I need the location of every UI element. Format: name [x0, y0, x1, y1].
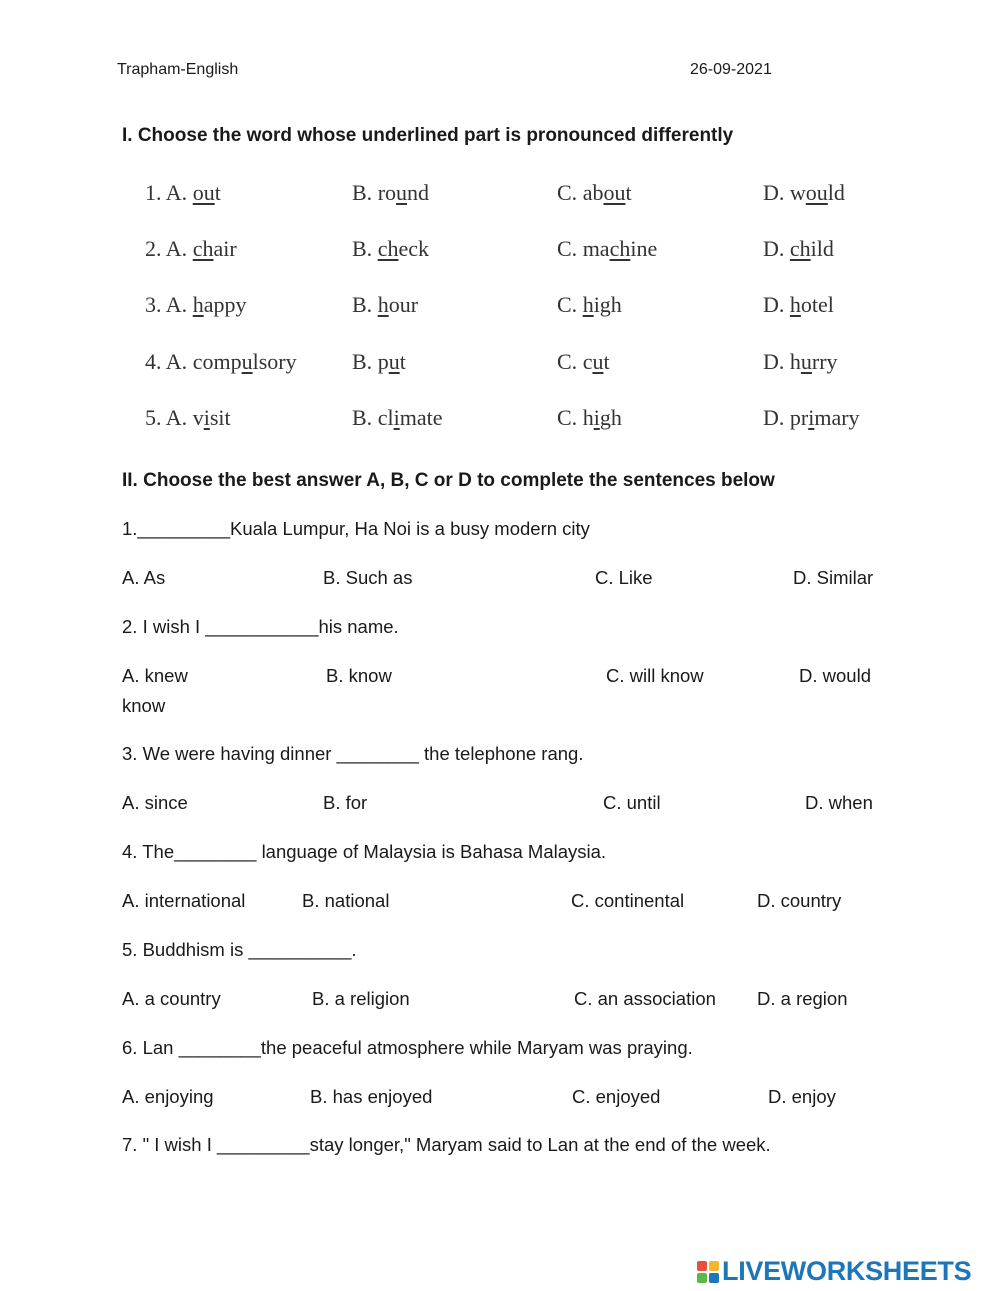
answer-option: D. when	[805, 792, 873, 813]
answer-option: B. Such as	[323, 567, 413, 588]
question-text: 5. Buddhism is __________.	[122, 939, 357, 960]
word-part: B.	[352, 349, 378, 374]
logo-text: LIVEWORKSHEETS	[722, 1256, 972, 1286]
word-part: h	[789, 349, 801, 374]
word-part: D.	[763, 349, 790, 374]
underlined-part: h	[377, 292, 389, 317]
answer-option: C. will know	[606, 665, 704, 686]
word-part: ine	[630, 236, 658, 261]
word-part: cl	[377, 405, 394, 430]
pronunciation-option	[145, 236, 237, 262]
word-part: C.	[557, 349, 583, 374]
underlined-part: u	[800, 349, 812, 374]
word-part: h	[582, 405, 594, 430]
pronunciation-option	[557, 292, 622, 318]
underlined-part: ou	[805, 180, 828, 205]
underlined-part: i	[593, 405, 600, 430]
word-part: c	[582, 349, 593, 374]
underlined-part: h	[789, 292, 801, 317]
answer-option: B. has enjoyed	[310, 1086, 433, 1107]
underlined-part: h	[582, 292, 594, 317]
word-part: C.	[557, 405, 583, 430]
word-part: otel	[800, 292, 834, 317]
answer-option: A. As	[122, 567, 166, 588]
answer-option: D. country	[757, 890, 842, 911]
word-part: mary	[814, 405, 860, 430]
pronunciation-option	[352, 349, 406, 375]
underlined-part: h	[192, 292, 204, 317]
pronunciation-option	[557, 405, 622, 431]
word-part: D.	[763, 236, 790, 261]
word-part: p	[377, 349, 389, 374]
word-part: ro	[377, 180, 397, 205]
answer-option: A. a country	[122, 988, 221, 1009]
underlined-part: ou	[192, 180, 215, 205]
pronunciation-option	[557, 236, 657, 262]
answer-option: A. since	[122, 792, 188, 813]
underlined-part: ou	[603, 180, 626, 205]
liveworksheets-logo-icon	[697, 1261, 719, 1283]
underlined-part: i	[393, 405, 400, 430]
answer-option: D. Similar	[793, 567, 874, 588]
question-text: 3. We were having dinner ________ the telephone rang.	[122, 743, 584, 764]
word-part: ld	[827, 180, 845, 205]
pronunciation-option	[145, 292, 246, 318]
question-text: 4. The________ language of Malaysia is Bahasa Malaysia.	[122, 841, 607, 862]
word-part: gh	[599, 405, 622, 430]
word-part: D.	[763, 292, 790, 317]
answer-option: B. know	[326, 665, 392, 686]
word-part: C.	[557, 236, 583, 261]
pronunciation-option	[145, 180, 221, 206]
word-part: D.	[763, 180, 790, 205]
answer-option-continuation: know	[122, 695, 166, 716]
pronunciation-option	[763, 236, 834, 262]
pronunciation-option	[352, 236, 429, 262]
word-part: ma	[582, 236, 610, 261]
pronunciation-option	[763, 405, 860, 431]
underlined-part: ch	[609, 236, 631, 261]
word-part: air	[213, 236, 237, 261]
underlined-part: ch	[192, 236, 214, 261]
answer-option: A. international	[122, 890, 246, 911]
pronunciation-option	[763, 292, 834, 318]
underlined-part: u	[592, 349, 604, 374]
word-part: rry	[811, 349, 838, 374]
word-part: t	[625, 180, 632, 205]
underlined-part: u	[388, 349, 400, 374]
word-part: C.	[557, 180, 583, 205]
word-part: mate	[399, 405, 443, 430]
word-part: 4. A.	[145, 349, 193, 374]
word-part: nd	[407, 180, 430, 205]
word-part: 5. A.	[145, 405, 193, 430]
word-part: B.	[352, 180, 378, 205]
word-part: ild	[810, 236, 834, 261]
word-part: sit	[209, 405, 231, 430]
answer-option: C. continental	[571, 890, 685, 911]
word-part: our	[388, 292, 419, 317]
answer-option: B. a religion	[312, 988, 410, 1009]
pronunciation-option	[145, 349, 297, 375]
word-part: t	[214, 180, 221, 205]
pronunciation-option	[763, 349, 838, 375]
answer-option: C. Like	[595, 567, 653, 588]
underlined-part: i	[203, 405, 210, 430]
pronunciation-option	[352, 180, 429, 206]
word-part: B.	[352, 292, 378, 317]
underlined-part: u	[241, 349, 253, 374]
logo-square	[709, 1261, 719, 1271]
answer-option: D. would	[799, 665, 871, 686]
part2-title: II. Choose the best answer A, B, C or D to complete the sentences below	[122, 470, 775, 491]
answer-option: C. enjoyed	[572, 1086, 661, 1107]
answer-option: C. until	[603, 792, 661, 813]
underlined-part: u	[396, 180, 408, 205]
word-part: w	[789, 180, 806, 205]
question-text: 2. I wish I ___________his name.	[122, 616, 399, 637]
underlined-part: i	[808, 405, 815, 430]
word-part: comp	[192, 349, 242, 374]
word-part: 3. A.	[145, 292, 193, 317]
pronunciation-option	[145, 405, 231, 431]
word-part: D.	[763, 405, 790, 430]
word-part: 1. A.	[145, 180, 193, 205]
logo-square	[697, 1261, 707, 1271]
answer-option: B. national	[302, 890, 390, 911]
word-part: B.	[352, 236, 378, 261]
word-part: pr	[789, 405, 809, 430]
word-part: v	[192, 405, 204, 430]
answer-option: D. enjoy	[768, 1086, 836, 1107]
pronunciation-option	[763, 180, 845, 206]
answer-option: A. knew	[122, 665, 188, 686]
underlined-part: ch	[789, 236, 811, 261]
header-left-label: Trapham-English	[117, 61, 239, 78]
word-part: B.	[352, 405, 378, 430]
answer-option: C. an association	[574, 988, 716, 1009]
word-part: ab	[582, 180, 604, 205]
header-date: 26-09-2021	[690, 61, 772, 78]
question-text: 1._________Kuala Lumpur, Ha Noi is a busy modern city	[122, 518, 590, 539]
part1-title: I. Choose the word whose underlined part is pronounced differently	[122, 125, 734, 146]
logo-square	[709, 1273, 719, 1283]
question-text: 7. " I wish I _________stay longer," Maryam said to Lan at the end of the week.	[122, 1134, 771, 1155]
logo-square	[697, 1273, 707, 1283]
word-part: eck	[398, 236, 429, 261]
word-part: lsory	[252, 349, 297, 374]
pronunciation-option	[557, 180, 632, 206]
word-part: C.	[557, 292, 583, 317]
liveworksheets-logo	[697, 1256, 971, 1287]
word-part: igh	[593, 292, 622, 317]
word-part: t	[399, 349, 406, 374]
answer-option: B. for	[323, 792, 368, 813]
pronunciation-option	[557, 349, 610, 375]
underlined-part: ch	[377, 236, 399, 261]
pronunciation-option	[352, 292, 418, 318]
answer-option: D. a region	[757, 988, 848, 1009]
answer-option: A. enjoying	[122, 1086, 214, 1107]
pronunciation-option	[352, 405, 442, 431]
word-part: appy	[203, 292, 247, 317]
word-part: t	[603, 349, 610, 374]
question-text: 6. Lan ________the peaceful atmosphere while Maryam was praying.	[122, 1037, 693, 1058]
word-part: 2. A.	[145, 236, 193, 261]
